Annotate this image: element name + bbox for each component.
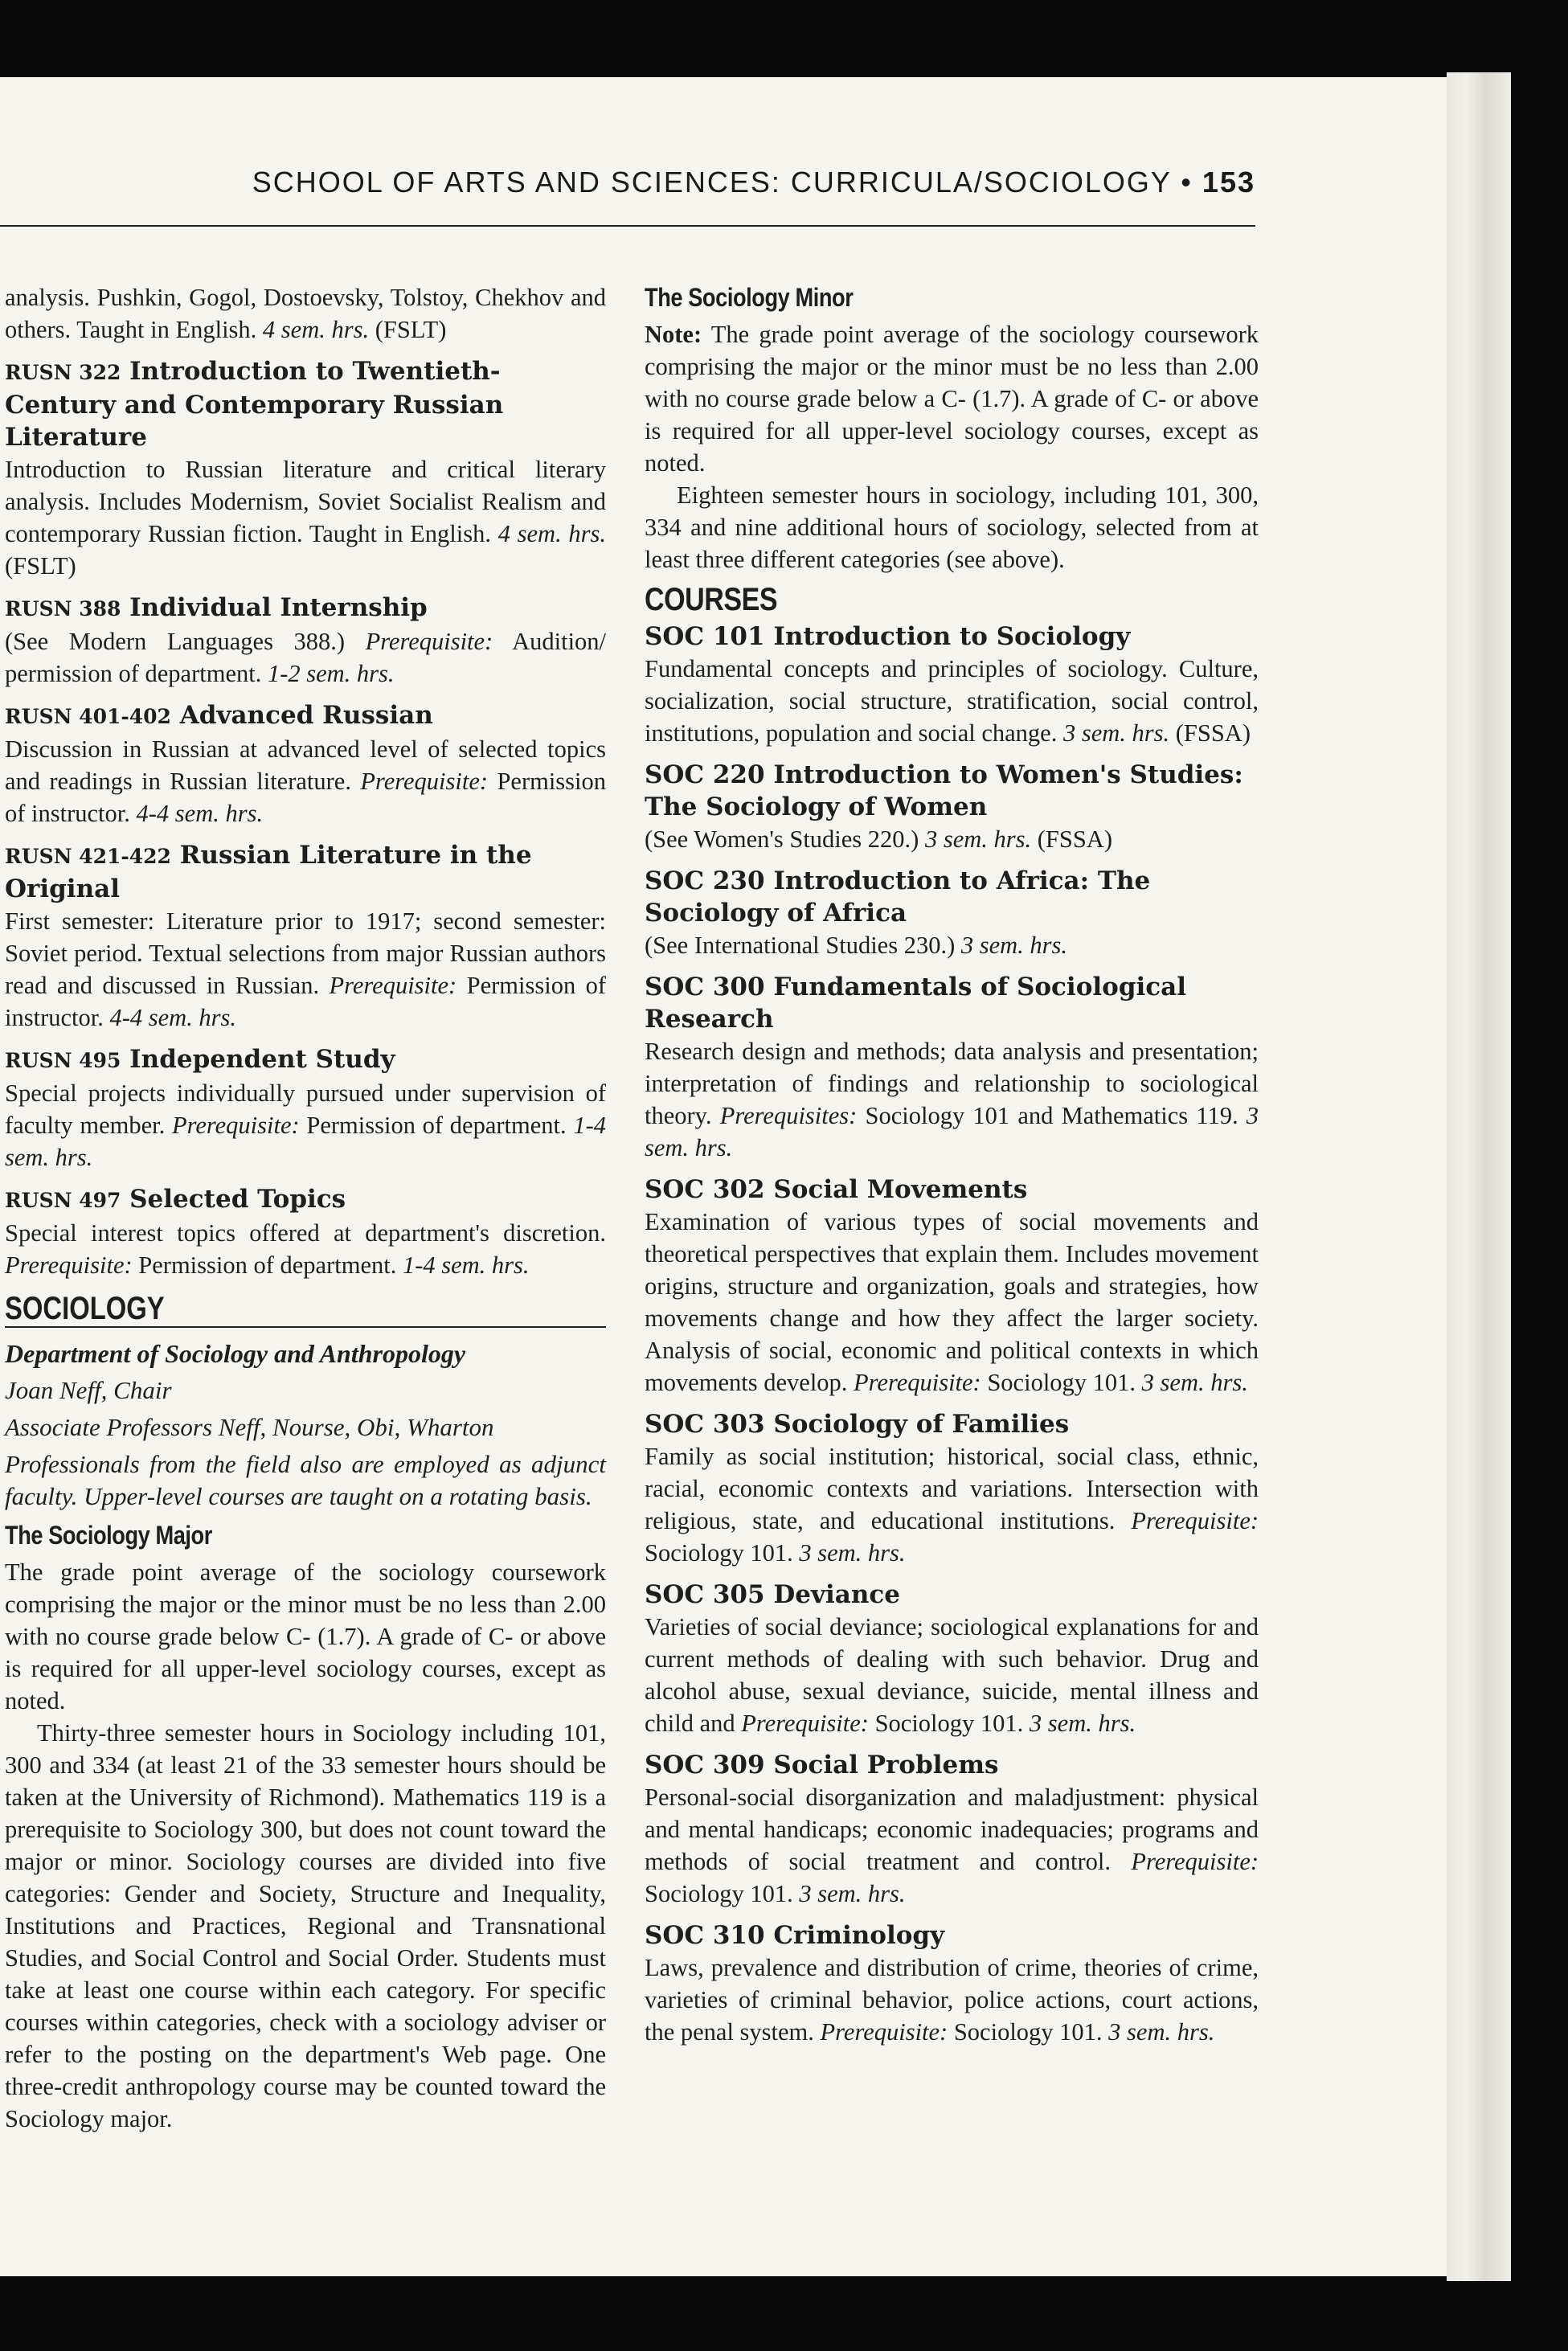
- course-heading: [645, 1919, 1259, 1952]
- course-description: [645, 1611, 1259, 1739]
- course-heading: [645, 1173, 1259, 1206]
- prereq-label: Prerequisite:: [1131, 1507, 1259, 1534]
- prereq-text: Permission of department.: [306, 1112, 567, 1139]
- course-credits: 3 sem. hrs.: [1141, 1369, 1248, 1396]
- course-credits: 3 sem. hrs.: [924, 825, 1032, 853]
- intro-text: analysis. Pushkin, Gogol, Dostoevsky, Tolstoy, Chekhov and others. Taught in English.: [5, 284, 606, 343]
- course-desc: Fundamental concepts and principles of sociology. Culture, socialization, social structure, stratification, social control, institutions, population and social change.: [645, 655, 1259, 747]
- course-title: Deviance: [773, 1580, 900, 1609]
- course-desc: Family as social institution; historical, social class, ethnic, racial, economic contexts and variations. Intersection with religious, state, and educational institutions.: [645, 1443, 1259, 1534]
- minor-text: The grade point average of the sociology coursework comprising the major or the minor must be no less than 2.00 with no course grade below a C- (1.7). A grade of C- or above is required for all upper-level sociology courses, except as noted.: [645, 321, 1259, 477]
- prereq-text: Sociology 101.: [953, 2018, 1103, 2046]
- prereq-label: Prerequisite:: [1131, 1848, 1259, 1875]
- prereq-label: Prerequisite:: [854, 1369, 981, 1396]
- prereq-label: Prerequisite:: [5, 1251, 133, 1279]
- department-name: Department of Sociology and Anthropology: [5, 1339, 466, 1368]
- major-paragraph-1: The grade point average of the sociology coursework comprising the major or the minor must be no less than 2.00 with no course grade below C- (1.7). A grade of C- or above is required for all upper-level sociology courses, except as noted.: [5, 1558, 606, 1714]
- course-heading: [5, 355, 606, 453]
- prereq-text: Permission of instructor.: [5, 768, 607, 827]
- course-title: Individual Internship: [129, 593, 428, 622]
- course-description: [5, 625, 606, 690]
- running-head-title: SCHOOL OF ARTS AND SCIENCES: CURRICULA/SOCIOLOGY •: [252, 166, 1193, 199]
- prereq-text: Sociology 101 and Mathematics 119.: [865, 1102, 1238, 1129]
- course-number: RUSN 421-422: [5, 845, 171, 868]
- running-head-text: [252, 166, 1255, 199]
- course-entry: [645, 1579, 1259, 1739]
- course-title: Introduction to Africa: The Sociology of Africa: [645, 866, 1151, 928]
- course-number: SOC 220: [645, 760, 765, 789]
- prereq-label: Prerequisite:: [741, 1710, 869, 1737]
- prereq-text: Sociology 101.: [645, 1880, 793, 1907]
- course-credits: 3 sem. hrs.: [1029, 1710, 1136, 1737]
- course-description: [5, 1077, 606, 1173]
- prereq-label: Prerequisites:: [719, 1102, 858, 1129]
- course-description: [5, 905, 606, 1034]
- course-number: RUSN 388: [5, 597, 121, 621]
- course-title: Introduction to Women's Studies: The Sociology of Women: [645, 760, 1243, 821]
- course-desc: (See Women's Studies 220.): [645, 825, 919, 853]
- course-entry: [645, 759, 1259, 855]
- course-entry: [5, 839, 606, 1034]
- course-entry: [5, 355, 606, 582]
- running-header: [0, 77, 1255, 227]
- course-description: [5, 453, 606, 582]
- prereq-text: Sociology 101.: [987, 1369, 1136, 1396]
- course-number: RUSN 322: [5, 361, 121, 384]
- course-entry: [645, 1173, 1259, 1399]
- course-title: Independent Study: [129, 1045, 395, 1074]
- major-heading: The Sociology Major: [5, 1521, 212, 1550]
- course-description: [645, 1206, 1259, 1399]
- course-description: [645, 1781, 1259, 1910]
- course-heading: [5, 1043, 606, 1077]
- course-code: (FSLT): [5, 552, 76, 580]
- course-credits: 1-4 sem. hrs.: [402, 1251, 530, 1279]
- course-heading: [5, 839, 606, 905]
- course-description: [645, 1440, 1259, 1569]
- course-credits: 4-4 sem. hrs.: [109, 1004, 237, 1031]
- course-title: Russian Literature in the Original: [5, 841, 532, 903]
- course-credits: 1-2 sem. hrs.: [267, 660, 395, 687]
- course-entry: [645, 1408, 1259, 1569]
- intro-credits: 4 sem. hrs.: [262, 316, 370, 343]
- course-desc: Personal-social disorganization and maladjustment: physical and mental handicaps; economic inadequacies; programs and methods of social treatment and control.: [645, 1784, 1259, 1875]
- course-entry: [645, 971, 1259, 1164]
- course-heading: [645, 621, 1259, 653]
- course-description: [645, 653, 1259, 749]
- course-credits: 1-4 sem. hrs.: [5, 1112, 607, 1171]
- course-heading: [645, 971, 1259, 1035]
- course-description: [645, 1952, 1259, 2048]
- course-desc: Discussion in Russian at advanced level of selected topics and readings in Russian literature.: [5, 735, 606, 795]
- course-desc: First semester: Literature prior to 1917; second semester: Soviet period. Textual selections from major Russian authors read and discussed in Russian.: [5, 907, 606, 999]
- course-description: [5, 1217, 606, 1281]
- course-entry: [5, 592, 606, 690]
- course-desc: Research design and methods; data analysis and presentation; interpretation of findings and relationship to sociological theory.: [645, 1038, 1259, 1129]
- prereq-label: Prerequisite:: [820, 2018, 948, 2046]
- course-title: Selected Topics: [129, 1185, 346, 1214]
- course-credits: 3 sem. hrs.: [799, 1880, 906, 1907]
- course-number: SOC 302: [645, 1175, 765, 1204]
- prereq-label: Prerequisite:: [329, 972, 457, 999]
- prereq-text: Sociology 101.: [645, 1539, 793, 1567]
- course-desc: Special projects individually pursued under supervision of faculty member.: [5, 1079, 606, 1139]
- minor-paragraph-1: [645, 318, 1259, 479]
- course-title: Fundamentals of Sociological Research: [645, 973, 1187, 1034]
- course-number: RUSN 495: [5, 1049, 121, 1072]
- intro-code: (FSLT): [375, 316, 447, 343]
- prereq-label: Prerequisite:: [172, 1112, 300, 1139]
- course-heading: [5, 592, 606, 625]
- intro-paragraph: [5, 281, 606, 346]
- course-number: SOC 309: [645, 1751, 765, 1780]
- course-title: Advanced Russian: [179, 701, 433, 730]
- course-heading: [645, 1408, 1259, 1440]
- course-desc: Varieties of social deviance; sociological explanations for and current methods of dealing with such behavior. Drug and alcohol abuse, sexual deviance, suicide, mental illness and child and: [645, 1613, 1259, 1737]
- course-credits: 3 sem. hrs.: [1062, 719, 1170, 747]
- course-heading: [5, 699, 606, 733]
- right-column: [645, 225, 1259, 2058]
- course-title: Introduction to Sociology: [773, 622, 1131, 651]
- course-entry: [5, 1183, 606, 1281]
- course-desc: (See Modern Languages 388.): [5, 628, 346, 655]
- course-credits: 3 sem. hrs.: [960, 932, 1068, 959]
- course-title: Criminology: [773, 1921, 945, 1950]
- course-description: [645, 1035, 1259, 1164]
- course-entry: [5, 1043, 606, 1173]
- note-label: Note:: [645, 321, 702, 348]
- course-number: RUSN 401-402: [5, 705, 171, 728]
- course-heading: [645, 1749, 1259, 1781]
- course-entry: [645, 621, 1259, 749]
- course-number: SOC 300: [645, 973, 765, 1001]
- course-heading: [645, 759, 1259, 823]
- course-description: [645, 929, 1259, 961]
- course-title: Sociology of Families: [773, 1410, 1070, 1439]
- course-title: Introduction to Twentieth-Century and Contemporary Russian Literature: [5, 357, 504, 452]
- course-number: SOC 305: [645, 1580, 765, 1609]
- course-code: (FSSA): [1175, 719, 1251, 747]
- course-number: SOC 310: [645, 1921, 765, 1950]
- course-heading: [5, 1183, 606, 1217]
- course-desc: Laws, prevalence and distribution of crime, theories of crime, varieties of criminal behavior, police actions, court actions, the penal system.: [645, 1954, 1259, 2046]
- course-title: Social Movements: [773, 1175, 1028, 1204]
- course-credits: 3 sem. hrs.: [645, 1102, 1259, 1161]
- course-desc: Introduction to Russian literature and critical literary analysis. Includes Modernism, Soviet Socialist Realism and contemporary Russian fiction. Taught in English.: [5, 456, 606, 547]
- course-entry: [645, 1749, 1259, 1910]
- department-chair: Joan Neff, Chair: [5, 1376, 172, 1404]
- course-credits: 3 sem. hrs.: [799, 1539, 906, 1567]
- course-heading: [645, 1579, 1259, 1611]
- major-paragraph-2: Thirty-three semester hours in Sociology including 101, 300 and 334 (at least 21 of the 33 semester hours should be taken at the University of Richmond). Mathematics 119 is a prerequisite to Sociology 300, but does not count toward the major or minor. Sociology courses are divided into five categories: Gender and Society, Structure and Inequality, Institutions and Practices, Regional and Transnational Studies, and Social Control and Social Order. Students must take at least one course within each category. For specific courses within categories, check with a sociology adviser or refer to the posting on the department's Web page. One three-credit anthropology course may be counted toward the Sociology major.: [5, 1719, 606, 2132]
- course-number: SOC 230: [645, 866, 765, 895]
- course-description: [645, 823, 1259, 855]
- course-entry: [645, 1919, 1259, 2048]
- courses-heading: COURSES: [645, 582, 778, 617]
- course-desc: (See International Studies 230.): [645, 932, 956, 959]
- prereq-text: Permission of instructor.: [5, 972, 607, 1031]
- associate-professors: Associate Professors Neff, Nourse, Obi, Wharton: [5, 1413, 494, 1441]
- prereq-label: Prerequisite:: [360, 768, 489, 795]
- adjunct-note: Professionals from the field also are employed as adjunct faculty. Upper-level courses are taught on a rotating basis.: [5, 1450, 606, 1510]
- page-edge: [1447, 72, 1511, 2281]
- minor-heading: The Sociology Minor: [645, 283, 854, 312]
- department-heading-rule: [5, 1291, 606, 1328]
- course-heading: [645, 865, 1259, 929]
- course-description: [5, 733, 606, 829]
- prereq-text: Sociology 101.: [874, 1710, 1024, 1737]
- course-credits: 4-4 sem. hrs.: [136, 800, 264, 827]
- course-number: RUSN 497: [5, 1189, 121, 1212]
- prereq-label: Prerequisite:: [365, 628, 493, 655]
- course-number: SOC 101: [645, 622, 765, 651]
- course-entry: [645, 865, 1259, 961]
- course-desc: Examination of various types of social movements and theoretical perspectives that explain them. Includes movement origins, structure and organization, goals and strategies, how movements change and how they affect the larger society. Analysis of social, economic and political contexts in which movements develop.: [645, 1208, 1259, 1396]
- course-entry: [5, 699, 606, 829]
- left-column: [5, 225, 606, 2135]
- prereq-text: Audition/ permission of department.: [5, 628, 607, 687]
- page-number: 153: [1202, 166, 1255, 199]
- course-number: SOC 303: [645, 1410, 765, 1439]
- course-desc: Special interest topics offered at department's discretion.: [5, 1219, 606, 1247]
- course-credits: 3 sem. hrs.: [1108, 2018, 1215, 2046]
- course-title: Social Problems: [773, 1751, 999, 1780]
- minor-paragraph-2: Eighteen semester hours in sociology, including 101, 300, 334 and nine additional hours of sociology, selected from at least three different categories (see above).: [645, 481, 1259, 573]
- prereq-text: Permission of department.: [138, 1251, 397, 1279]
- course-code: (FSSA): [1037, 825, 1112, 853]
- course-credits: 4 sem. hrs.: [497, 520, 607, 547]
- department-heading: SOCIOLOGY: [5, 1291, 165, 1326]
